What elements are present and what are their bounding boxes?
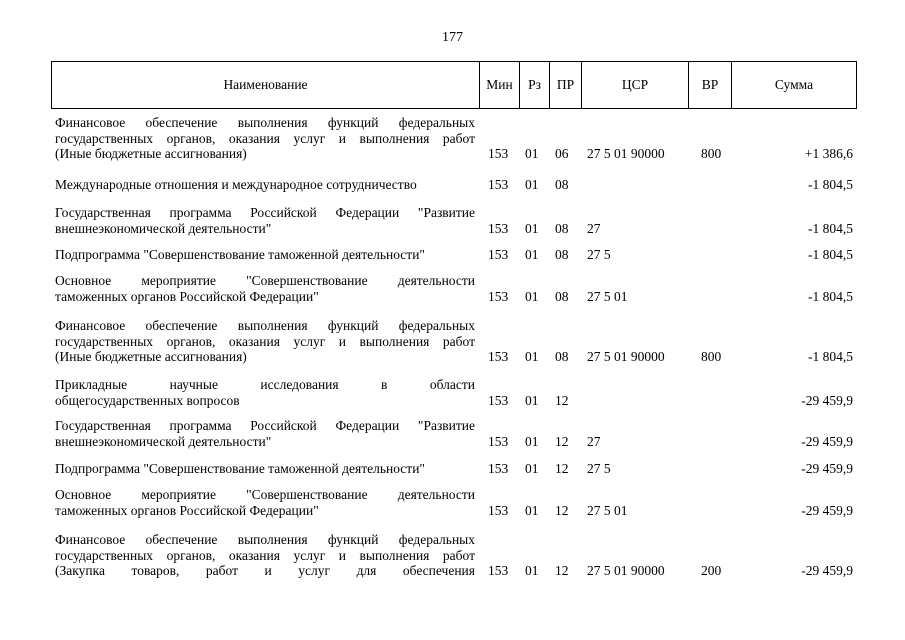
cell-rz: 01: [525, 433, 539, 449]
row-name-line: таможенных органов Российской Федерации": [55, 288, 319, 304]
cell-csr: 27 5: [587, 461, 611, 476]
row-name: [55, 247, 475, 263]
cell-min: 153: [488, 177, 509, 192]
row-name: [55, 318, 475, 365]
cell-csr: 27 5 01 90000: [587, 146, 665, 161]
column-header-vr: ВР: [689, 62, 732, 108]
cell-min: 153: [488, 392, 509, 408]
row-name-line: Прикладные научные исследования в области: [55, 377, 475, 392]
cell-sum: -29 459,9: [801, 433, 853, 449]
cell-pr: 08: [555, 220, 569, 236]
cell-pr: 08: [555, 177, 569, 192]
cell-sum: +1 386,6: [804, 146, 853, 161]
cell-vr: 800: [701, 146, 722, 161]
row-name-line: Основное мероприятие "Совершенствование деятельности: [55, 487, 475, 502]
cell-csr: 27 5 01 90000: [587, 563, 665, 578]
column-header-sum: Сумма: [774, 77, 814, 92]
cell-rz: 01: [525, 461, 539, 476]
row-name-line: таможенных органов Российской Федерации": [55, 502, 319, 518]
cell-sum: -1 804,5: [808, 349, 853, 364]
row-name-line: внешнеэкономической деятельности": [55, 433, 272, 449]
cell-rz: 01: [525, 177, 539, 192]
row-name-line: (Иные бюджетные ассигнования): [55, 146, 247, 161]
cell-rz: 01: [525, 563, 539, 578]
cell-sum: -1 804,5: [808, 220, 853, 236]
cell-pr: 06: [555, 146, 569, 161]
cell-rz: 01: [525, 146, 539, 161]
row-name-line: Государственная программа Российской Федерации "Развитие: [55, 418, 475, 433]
cell-rz: 01: [525, 288, 539, 304]
row-name-line: государственных органов, оказания услуг и выполнения работ: [55, 130, 475, 146]
cell-sum: -1 804,5: [808, 177, 853, 192]
cell-sum: -29 459,9: [801, 502, 853, 518]
row-name-line: (Закупка товаров, работ и услуг для обеспечения: [55, 563, 475, 578]
cell-min: 153: [488, 461, 509, 476]
cell-rz: 01: [525, 247, 539, 262]
cell-min: 153: [488, 220, 509, 236]
cell-csr: 27 5 01: [587, 502, 628, 518]
cell-min: 153: [488, 288, 509, 304]
row-name-line: Подпрограмма "Совершенствование таможенной деятельности": [55, 461, 425, 476]
cell-csr: 27 5 01: [587, 288, 628, 304]
cell-pr: 08: [555, 349, 569, 364]
cell-min: 153: [488, 247, 509, 262]
cell-csr: 27 5: [587, 247, 611, 262]
cell-pr: 12: [555, 502, 569, 518]
row-name-line: государственных органов, оказания услуг и выполнения работ: [55, 333, 475, 349]
cell-pr: 12: [555, 392, 569, 408]
row-name: [55, 487, 475, 518]
row-name-line: Государственная программа Российской Федерации "Развитие: [55, 205, 475, 220]
row-name-line: Финансовое обеспечение выполнения функций федеральных: [55, 318, 475, 333]
row-name: [55, 177, 475, 193]
cell-vr: 200: [701, 563, 722, 578]
cell-pr: 12: [555, 433, 569, 449]
cell-rz: 01: [525, 220, 539, 236]
cell-pr: 08: [555, 247, 569, 262]
cell-min: 153: [488, 349, 509, 364]
cell-csr: 27: [587, 220, 601, 236]
row-name-line: Финансовое обеспечение выполнения функций федеральных: [55, 115, 475, 130]
row-name: [55, 461, 475, 477]
column-header-min: Мин: [480, 62, 520, 108]
row-name: [55, 273, 475, 304]
cell-min: 153: [488, 433, 509, 449]
cell-rz: 01: [525, 349, 539, 364]
row-name-line: внешнеэкономической деятельности": [55, 220, 272, 236]
cell-sum: -29 459,9: [801, 563, 853, 578]
row-name: [55, 377, 475, 408]
row-name: [55, 115, 475, 162]
row-name-line: общегосударственных вопросов: [55, 392, 240, 408]
row-name-line: Международные отношения и международное сотрудничество: [55, 177, 417, 192]
cell-sum: -1 804,5: [808, 288, 853, 304]
column-header-rz: Рз: [520, 62, 550, 108]
row-name-line: (Иные бюджетные ассигнования): [55, 349, 247, 364]
cell-min: 153: [488, 146, 509, 161]
cell-sum: -1 804,5: [808, 247, 853, 262]
page-number: 177: [442, 30, 463, 45]
row-name-line: Основное мероприятие "Совершенствование деятельности: [55, 273, 475, 288]
row-name-line: государственных органов, оказания услуг и выполнения работ: [55, 547, 475, 563]
row-name: [55, 532, 475, 579]
cell-pr: 12: [555, 563, 569, 578]
cell-rz: 01: [525, 502, 539, 518]
column-header-csr: ЦСР: [582, 62, 689, 108]
row-name: [55, 418, 475, 449]
cell-sum: -29 459,9: [801, 461, 853, 476]
cell-rz: 01: [525, 392, 539, 408]
cell-pr: 08: [555, 288, 569, 304]
cell-vr: 800: [701, 349, 722, 364]
cell-pr: 12: [555, 461, 569, 476]
cell-min: 153: [488, 502, 509, 518]
row-name-line: Подпрограмма "Совершенствование таможенной деятельности": [55, 247, 425, 262]
cell-csr: 27: [587, 433, 601, 449]
column-header-name: Наименование: [52, 62, 480, 108]
row-name-line: Финансовое обеспечение выполнения функций федеральных: [55, 532, 475, 547]
cell-sum: -29 459,9: [801, 392, 853, 408]
cell-csr: 27 5 01 90000: [587, 349, 665, 364]
column-header-pr: ПР: [550, 62, 582, 108]
cell-min: 153: [488, 563, 509, 578]
row-name: [55, 205, 475, 236]
table-header: [51, 61, 857, 109]
